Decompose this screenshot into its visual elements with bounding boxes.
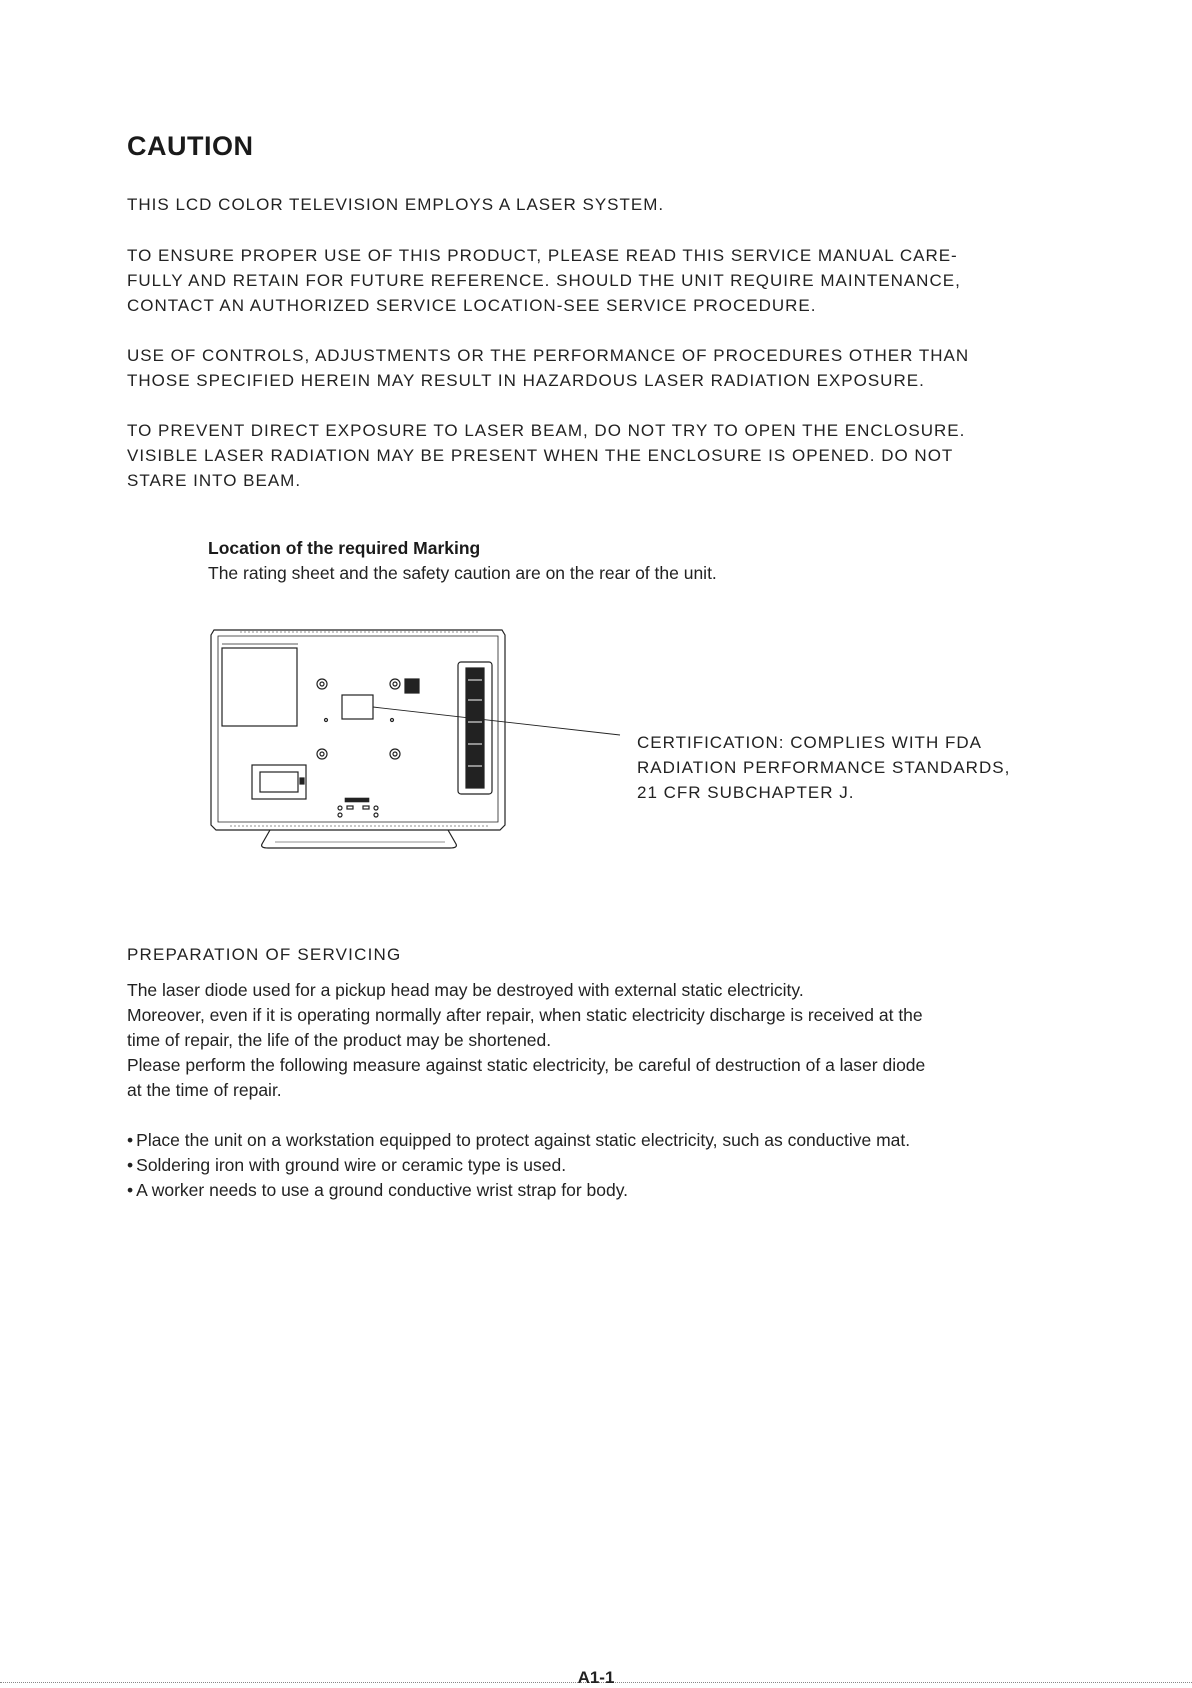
- laser-system-paragraph: [127, 192, 1047, 217]
- list-item: [127, 1178, 910, 1203]
- proper-use-paragraph: [127, 243, 1047, 318]
- tv-rear-illustration: [200, 620, 630, 860]
- dark-module: [405, 679, 419, 693]
- list-item: [127, 1153, 910, 1178]
- caution-heading: CAUTION: [127, 131, 254, 161]
- left-panel: [222, 648, 297, 726]
- preparation-title: PREPARATION OF SERVICING: [127, 945, 402, 964]
- paragraph-line: TO PREVENT DIRECT EXPOSURE TO LASER BEAM, DO NOT TRY TO OPEN THE ENCLOSURE.: [127, 421, 966, 440]
- exposure-warning-paragraph: [127, 418, 1047, 493]
- list-item-text: Soldering iron with ground wire or ceramic type is used.: [136, 1155, 567, 1175]
- certification-line: CERTIFICATION: COMPLIES WITH FDA: [637, 733, 982, 752]
- preparation-line: Moreover, even if it is operating normally after repair, when static electricity discharge is received at the: [127, 1005, 923, 1025]
- certification-statement: [637, 730, 1010, 805]
- list-item-text: A worker needs to use a ground conductive wrist strap for body.: [136, 1180, 629, 1200]
- certification-line: 21 CFR SUBCHAPTER J.: [637, 783, 855, 802]
- preparation-line: The laser diode used for a pickup head may be destroyed with external static electricity.: [127, 980, 804, 1000]
- paragraph-line: FULLY AND RETAIN FOR FUTURE REFERENCE. SHOULD THE UNIT REQUIRE MAINTENANCE,: [127, 271, 961, 290]
- bullet-icon: •: [127, 1130, 134, 1150]
- preparation-line: Please perform the following measure against static electricity, be careful of destruction of a laser diode: [127, 1055, 926, 1075]
- marking-text: The rating sheet and the safety caution are on the rear of the unit.: [208, 563, 717, 583]
- preparation-line: at the time of repair.: [127, 1080, 282, 1100]
- static-measures-list: [127, 1128, 910, 1203]
- paragraph-line: STARE INTO BEAM.: [127, 471, 302, 490]
- page-number: A1-1: [577, 1668, 615, 1687]
- paragraph-line: CONTACT AN AUTHORIZED SERVICE LOCATION-SEE SERVICE PROCEDURE.: [127, 296, 817, 315]
- controls-warning-paragraph: [127, 343, 1047, 393]
- paragraph-line: TO ENSURE PROPER USE OF THIS PRODUCT, PLEASE READ THIS SERVICE MANUAL CARE-: [127, 246, 958, 265]
- list-item-text: Place the unit on a workstation equipped to protect against static electricity, such as conductive mat.: [136, 1130, 911, 1150]
- marking-location-block: [208, 536, 717, 586]
- preparation-line: time of repair, the life of the product may be shortened.: [127, 1030, 552, 1050]
- stand: [262, 830, 457, 848]
- rating-label: [342, 695, 373, 719]
- marking-title: Location of the required Marking: [208, 538, 481, 558]
- paragraph-line: VISIBLE LASER RADIATION MAY BE PRESENT WHEN THE ENCLOSURE IS OPENED. DO NOT: [127, 446, 954, 465]
- paragraph-line: USE OF CONTROLS, ADJUSTMENTS OR THE PERFORMANCE OF PROCEDURES OTHER THAN: [127, 346, 970, 365]
- list-item: [127, 1128, 910, 1153]
- paragraph-line: THOSE SPECIFIED HEREIN MAY RESULT IN HAZARDOUS LASER RADIATION EXPOSURE.: [127, 371, 925, 390]
- paragraph-line: THIS LCD COLOR TELEVISION EMPLOYS A LASER SYSTEM.: [127, 195, 665, 214]
- certification-line: RADIATION PERFORMANCE STANDARDS,: [637, 758, 1011, 777]
- bullet-icon: •: [127, 1180, 134, 1200]
- preparation-body: [127, 978, 1067, 1103]
- bullet-icon: •: [127, 1155, 134, 1175]
